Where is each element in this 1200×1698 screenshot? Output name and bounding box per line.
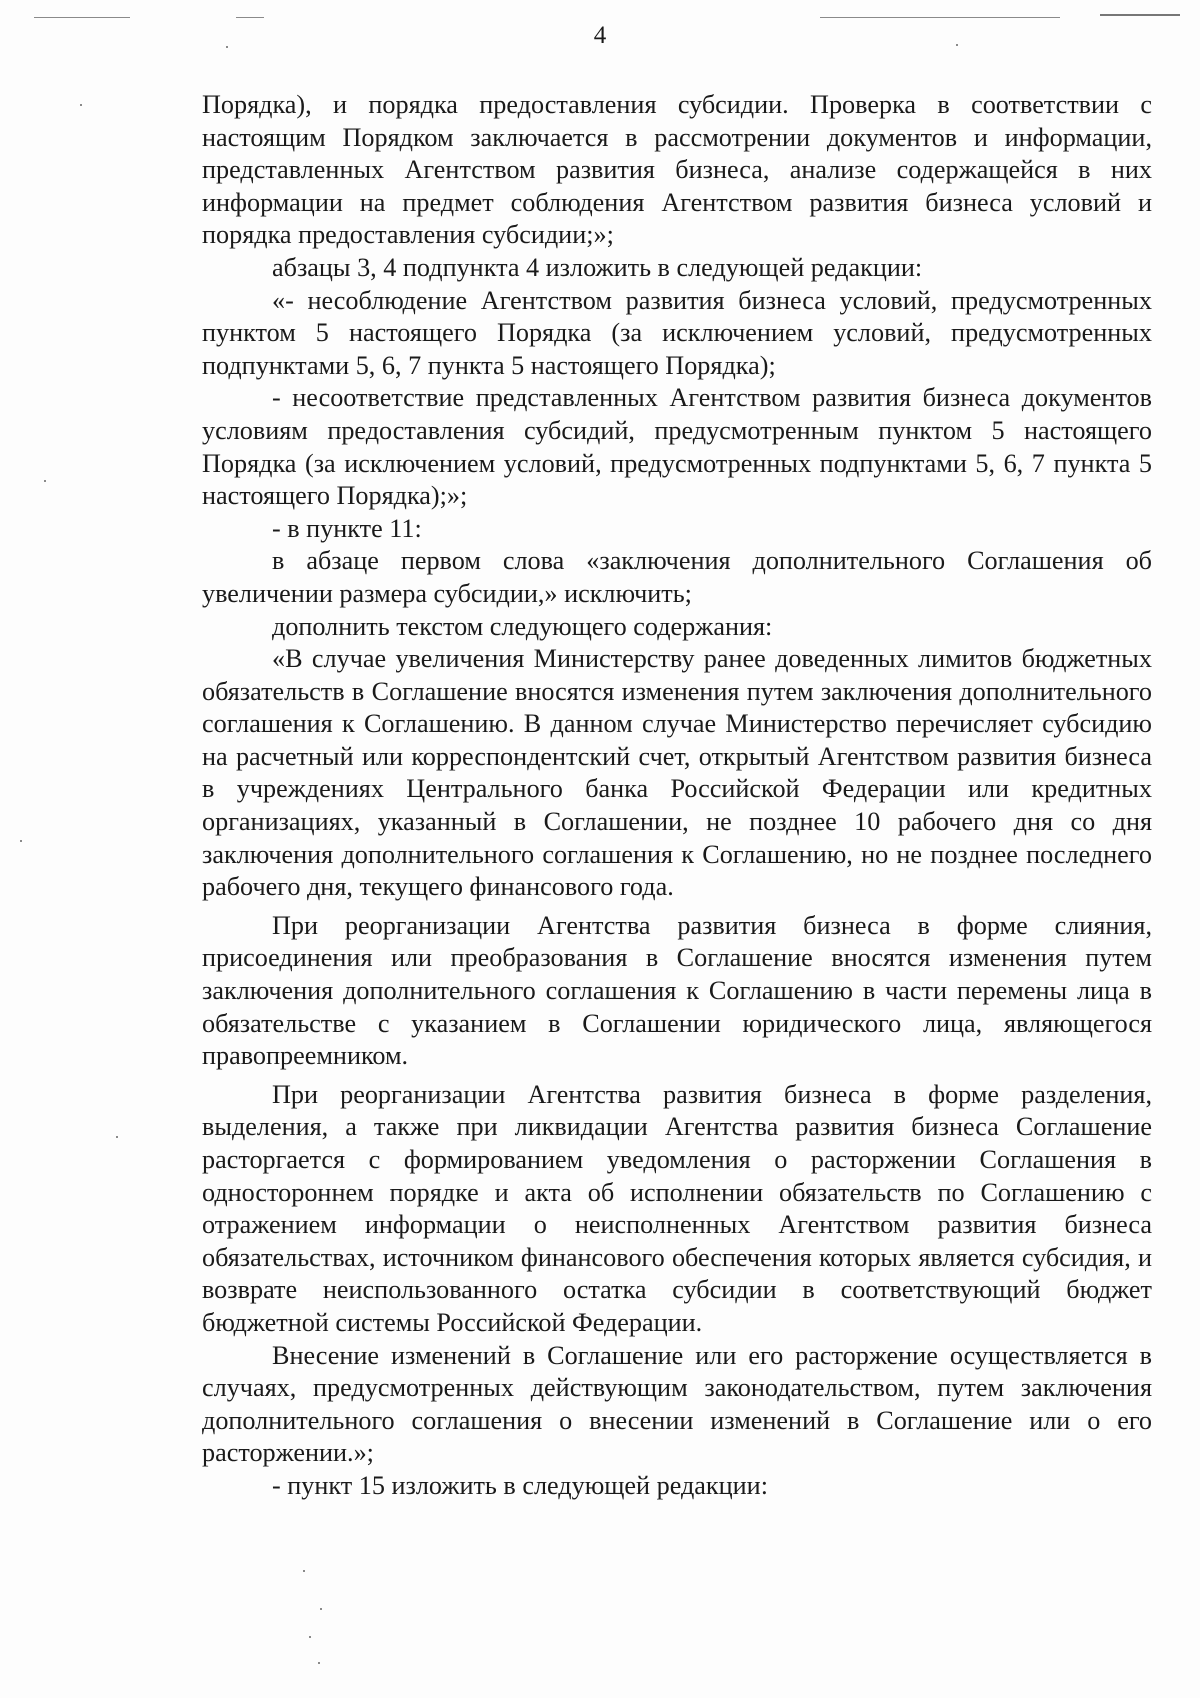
scan-artifact-dot: [44, 480, 46, 482]
paragraph: Внесение изменений в Соглашение или его расторжение осуществляется в случаях, предусмотренных действующим законодательством, путем заключения дополнительного соглашения о внесении изменений в Соглашение или о его расторжении.»;: [202, 1340, 1152, 1468]
scan-artifact-line: [34, 17, 130, 18]
scan-artifact-dot: [20, 840, 22, 842]
scan-artifact-dot: [80, 104, 82, 106]
scan-artifact-dot: [309, 1636, 311, 1638]
paragraph: в абзаце первом слова «заключения дополнительного Соглашения об увеличении размера субсидии,» исключить;: [202, 546, 1152, 608]
paragraph: абзацы 3, 4 подпункта 4 изложить в следующей редакции:: [272, 252, 923, 282]
paragraph: При реорганизации Агентства развития бизнеса в форме разделения, выделения, а также при ликвидации Агентства развития бизнеса Соглашение расторгается с формированием уведомления о расторжении Соглашения в одностороннем порядке и акта об исполнении обязательств по Соглашению с отражением информации о неисполненных Агентством развития бизнеса обязательствах, источником финансового обеспечения которых является субсидия, и возврате неиспользованного остатка субсидии в соответствующий бюджет бюджетной системы Российской Федерации.: [202, 1079, 1152, 1337]
scan-artifact-dot: [303, 1570, 305, 1572]
scan-artifact-dot: [318, 1662, 320, 1664]
paragraph: При реорганизации Агентства развития бизнеса в форме слияния, присоединения или преобразования в Соглашение вносятся изменения путем заключения дополнительного соглашения к Соглашению в части перемены лица в обязательстве с указанием в Соглашении юридического лица, являющегося правопреемником.: [202, 910, 1152, 1071]
paragraph: Порядка), и порядка предоставления субсидии. Проверка в соответствии с настоящим Порядком заключается в рассмотрении документов и информации, представленных Агентством развития бизнеса, анализе содержащейся в них информации на предмет соблюдения Агентством развития бизнеса условий и порядка предоставления субсидии;»;: [202, 90, 1152, 250]
scan-artifact-line: [236, 17, 264, 18]
body-text: [202, 89, 1152, 1503]
scan-artifact-line: [1100, 14, 1180, 16]
paragraph: дополнить текстом следующего содержания:: [272, 611, 773, 641]
paragraph: - пункт 15 изложить в следующей редакции:: [272, 1470, 768, 1500]
paragraph: - в пункте 11:: [272, 513, 422, 543]
scan-artifact-dot: [320, 1608, 322, 1610]
page-number: 4: [593, 22, 607, 49]
paragraph: «- несоблюдение Агентством развития бизнеса условий, предусмотренных пунктом 5 настоящего Порядка (за исключением условий, предусмотренных подпунктами 5, 6, 7 пункта 5 настоящего Порядка);: [202, 285, 1152, 380]
paragraph: «В случае увеличения Министерству ранее доведенных лимитов бюджетных обязательств в Соглашение вносятся изменения путем заключения дополнительного соглашения к Соглашению. В данном случае Министерство перечисляет субсидию на расчетный или корреспондентский счет, открытый Агентством развития бизнеса в учреждениях Центрального банка Российской Федерации или кредитных организациях, указанный в Соглашении, не позднее 10 рабочего дня со дня заключения дополнительного соглашения к Соглашению, но не позднее последнего рабочего дня, текущего финансового года.: [202, 644, 1152, 902]
scan-artifact-dot: [116, 1136, 118, 1138]
scan-artifact-line: [820, 17, 1060, 18]
paragraph: - несоответствие представленных Агентством развития бизнеса документов условиям предоставления субсидий, предусмотренным пунктом 5 настоящего Порядка (за исключением условий, предусмотренных подпунктами 5, 6, 7 пункта 5 настоящего Порядка);»;: [202, 383, 1152, 511]
